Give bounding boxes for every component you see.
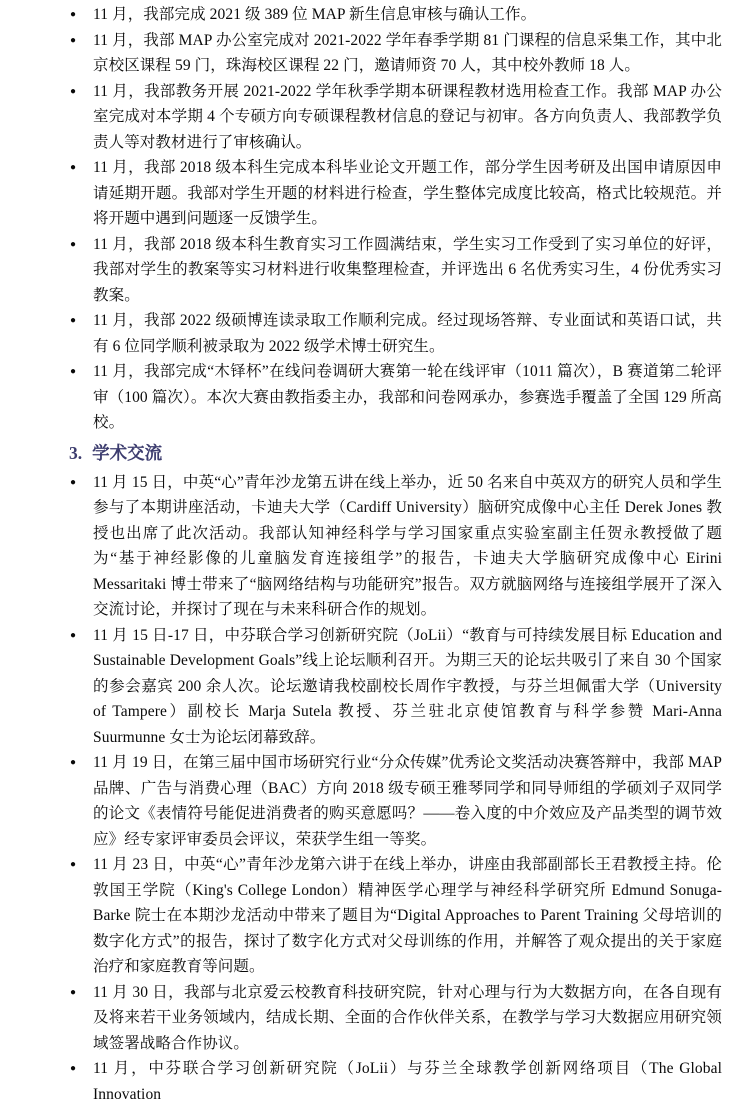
list-item	[69, 470, 722, 623]
bullet-icon: ●	[70, 79, 76, 105]
list-item-text: 11 月，我部 MAP 办公室完成对 2021-2022 学年春季学期 81 门课程的信息采集工作，其中北京校区课程 59 门，珠海校区课程 22 门，邀请师资 70 人，其中校外教师 18 人。	[93, 32, 722, 75]
bullet-icon: ●	[70, 359, 76, 385]
section-number: 3.	[69, 443, 82, 463]
list-item	[69, 79, 722, 156]
list-item	[69, 2, 722, 28]
list-item	[69, 623, 722, 751]
list-item-text: 11 月 15 日，中英“心”青年沙龙第五讲在线上举办，近 50 名来自中英双方的研究人员和学生参与了本期讲座活动，卡迪夫大学（Cardiff University）脑研究成像中心主任 Derek Jones 教授也出席了此次活动。我部认知神经科学与学习国家重点实验室副主任贺永教授做了题为“基于神经影像的儿童脑发育连接组学”的报告，卡迪夫大学脑研究成像中心 Eirini Messaritaki 博士带来了“脑网络结构与功能研究”报告。双方就脑网络与连接组学展开了深入交流讨论，并探讨了现在与未来科研合作的规划。	[93, 474, 722, 619]
list-item-text: 11 月，中芬联合学习创新研究院（JoLii）与芬兰全球教学创新网络项目（The Global Innovation	[93, 1060, 722, 1103]
bullet-icon: ●	[70, 308, 76, 334]
list-item-text: 11 月，我部 2022 级硕博连读录取工作顺利完成。经过现场答辩、专业面试和英语口试，共有 6 位同学顺利被录取为 2022 级学术博士研究生。	[93, 312, 722, 355]
list-item-text: 11 月，我部教务开展 2021-2022 学年秋季学期本研课程教材选用检查工作。我部 MAP 办公室完成对本学期 4 个专硕方向专硕课程教材信息的登记与初审。各方向负责人、我部教学负责人等对教材进行了审核确认。	[93, 83, 722, 151]
list-item-text: 11 月，我部完成“木铎杯”在线问卷调研大赛第一轮在线评审（1011 篇次），B 赛道第二轮评审（100 篇次）。本次大赛由教指委主办，我部和问卷网承办，参赛选手覆盖了全国 129 所高校。	[93, 363, 722, 431]
bullet-icon: ●	[70, 2, 76, 28]
bullet-icon: ●	[70, 232, 76, 258]
bullet-icon: ●	[70, 155, 76, 181]
list-item	[69, 232, 722, 309]
bullet-icon: ●	[70, 470, 76, 496]
list-item	[69, 359, 722, 436]
list-item	[69, 852, 722, 980]
list-item	[69, 980, 722, 1057]
bullet-icon: ●	[70, 623, 76, 649]
list-item-text: 11 月，我部完成 2021 级 389 位 MAP 新生信息审核与确认工作。	[93, 6, 536, 23]
bullet-icon: ●	[70, 750, 76, 776]
list-item-text: 11 月 15 日-17 日，中芬联合学习创新研究院（JoLii）“教育与可持续发展目标 Education and Sustainable Development Goals”线上论坛顺利召开。为期三天的论坛共吸引了来自 30 个国家的参会嘉宾 200 余人次。论坛邀请我校副校长周作宇教授，与芬兰坦佩雷大学（University of Tampere）副校长 Marja Sutela 教授、芬兰驻北京使馆教育与科学参赞 Mari-Anna Suurmunne 女士为论坛闭幕致辞。	[93, 627, 722, 746]
section-heading	[69, 441, 722, 466]
bullet-icon: ●	[70, 980, 76, 1006]
list-item-text: 11 月，我部 2018 级本科生完成本科毕业论文开题工作，部分学生因考研及出国申请原因申请延期开题。我部对学生开题的材料进行检查，学生整体完成度比较高，格式比较规范。并将开题中遇到问题逐一反馈学生。	[93, 159, 722, 227]
list-item	[69, 28, 722, 79]
list-item	[69, 750, 722, 852]
list-item-text: 11 月，我部 2018 级本科生教育实习工作圆满结束，学生实习工作受到了实习单位的好评，我部对学生的教案等实习材料进行收集整理检查，并评选出 6 名优秀实习生，4 份优秀实习教案。	[93, 236, 722, 304]
bullet-icon: ●	[70, 852, 76, 878]
list-item-text: 11 月 30 日，我部与北京爱云校教育科技研究院，针对心理与行为大数据方向，在各自现有及将来若干业务领域内，结成长期、全面的合作伙伴关系，在教学与学习大数据应用研究领域签署战略合作协议。	[93, 984, 722, 1052]
monthly-work-list	[69, 2, 722, 436]
list-item-text: 11 月 19 日，在第三届中国市场研究行业“分众传媒”优秀论文奖活动决赛答辩中，我部 MAP 品牌、广告与消费心理（BAC）方向 2018 级专硕王雅琴同学和同导师组的学硕刘子双同学的论文《表情符号能促进消费者的购买意愿吗？——卷入度的中介效应及产品类型的调节效应》经专家评审委员会评议，荣获学生组一等奖。	[93, 754, 722, 848]
list-item-text: 11 月 23 日，中英“心”青年沙龙第六讲于在线上举办，讲座由我部副部长王君教授主持。伦敦国王学院（King's College London）精神医学心理学与神经科学研究所 Edmund Sonuga-Barke 院士在本期沙龙活动中带来了题目为“Digital Approaches to Parent Training 父母培训的数字化方式”的报告，探讨了数字化方式对父母训练的作用，并解答了观众提出的关于家庭治疗和家庭教育等问题。	[93, 856, 722, 975]
list-item	[69, 1056, 722, 1107]
academic-exchange-list	[69, 470, 722, 1107]
list-item	[69, 308, 722, 359]
list-item	[69, 155, 722, 232]
section-title: 学术交流	[92, 443, 162, 463]
bullet-icon: ●	[70, 1056, 76, 1082]
bullet-icon: ●	[70, 28, 76, 54]
